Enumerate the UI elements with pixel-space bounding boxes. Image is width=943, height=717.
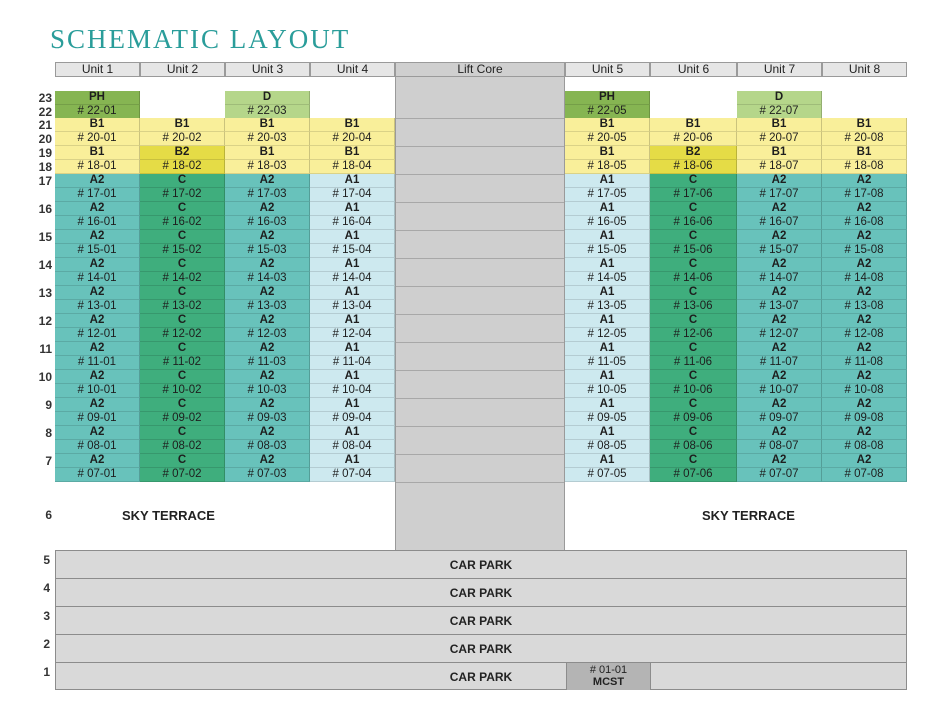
unit-number-cell[interactable]: # 10-05 xyxy=(565,384,650,398)
unit-number-cell[interactable]: # 11-07 xyxy=(737,356,822,370)
unit-type-cell: A1 xyxy=(310,398,395,412)
unit-type-cell: A2 xyxy=(225,454,310,468)
unit-number-cell[interactable]: # 09-01 xyxy=(55,412,140,426)
unit-number-cell[interactable]: # 10-04 xyxy=(310,384,395,398)
unit-type-cell: A1 xyxy=(565,174,650,188)
floor-label: 14 xyxy=(38,258,52,272)
unit-number-cell[interactable]: # 22-01 xyxy=(55,105,140,119)
unit-number-cell[interactable]: # 13-07 xyxy=(737,300,822,314)
unit-type-cell: PH xyxy=(565,91,650,105)
lift-core-divider xyxy=(396,370,564,371)
unit-type-cell: A2 xyxy=(822,174,907,188)
unit-number-cell[interactable]: # 07-03 xyxy=(225,468,310,482)
unit-number-cell[interactable]: # 07-01 xyxy=(55,468,140,482)
unit-type-cell: A1 xyxy=(310,426,395,440)
unit-number-cell[interactable]: # 15-01 xyxy=(55,244,140,258)
unit-number-cell[interactable]: # 17-02 xyxy=(140,188,225,202)
unit-type-cell: A2 xyxy=(737,174,822,188)
sky-terrace-right: SKY TERRACE xyxy=(702,508,795,523)
unit-type-cell: A1 xyxy=(310,202,395,216)
unit-type-cell: C xyxy=(650,454,737,468)
column-header-unit-4: Unit 4 xyxy=(310,62,395,77)
unit-number-cell[interactable]: # 09-08 xyxy=(822,412,907,426)
unit-type-cell: A2 xyxy=(737,286,822,300)
unit-number-cell[interactable]: # 09-07 xyxy=(737,412,822,426)
unit-type-cell: C xyxy=(650,174,737,188)
car-park-row xyxy=(56,635,906,663)
unit-type-cell: A2 xyxy=(225,202,310,216)
unit-number-cell[interactable]: # 07-02 xyxy=(140,468,225,482)
floor-label: 6 xyxy=(45,508,52,522)
lift-core-divider xyxy=(396,118,564,119)
lift-core-divider xyxy=(396,230,564,231)
unit-type-cell: C xyxy=(140,202,225,216)
unit-type-cell: A2 xyxy=(55,174,140,188)
unit-type-cell: A2 xyxy=(737,426,822,440)
column-header-unit-6: Unit 6 xyxy=(650,62,737,77)
unit-number-cell[interactable]: # 15-04 xyxy=(310,244,395,258)
unit-type-cell: A2 xyxy=(737,342,822,356)
unit-type-cell: C xyxy=(650,286,737,300)
unit-type-cell: A2 xyxy=(737,230,822,244)
unit-type-cell: B2 xyxy=(650,146,737,160)
unit-type-cell: B2 xyxy=(140,146,225,160)
floor-label: 5 xyxy=(43,553,50,567)
unit-number-cell[interactable]: # 15-07 xyxy=(737,244,822,258)
unit-number-cell[interactable]: # 08-04 xyxy=(310,440,395,454)
floor-label: 2 xyxy=(43,637,50,651)
unit-number-cell[interactable]: # 18-06 xyxy=(650,160,737,174)
unit-number-cell[interactable]: # 14-03 xyxy=(225,272,310,286)
floor-label: 21 xyxy=(38,118,52,132)
column-header-unit-7: Unit 7 xyxy=(737,62,822,77)
column-header-unit-3: Unit 3 xyxy=(225,62,310,77)
unit-type-cell: A2 xyxy=(225,370,310,384)
unit-number-cell[interactable]: # 07-04 xyxy=(310,468,395,482)
unit-number-cell[interactable]: # 16-06 xyxy=(650,216,737,230)
unit-type-cell: A1 xyxy=(310,258,395,272)
lift-core-divider xyxy=(396,482,564,483)
unit-type-cell: C xyxy=(140,258,225,272)
unit-type-cell: A2 xyxy=(225,230,310,244)
unit-type-cell: B1 xyxy=(822,146,907,160)
unit-type-cell: B1 xyxy=(225,146,310,160)
unit-type-cell: A2 xyxy=(55,202,140,216)
unit-type-cell: A1 xyxy=(565,202,650,216)
column-header-unit-5: Unit 5 xyxy=(565,62,650,77)
unit-number-cell[interactable]: # 13-05 xyxy=(565,300,650,314)
unit-type-cell: B1 xyxy=(822,118,907,132)
unit-number-cell[interactable]: # 11-02 xyxy=(140,356,225,370)
unit-number-cell[interactable]: # 11-08 xyxy=(822,356,907,370)
car-park-row xyxy=(56,579,906,607)
unit-number-cell[interactable]: # 17-01 xyxy=(55,188,140,202)
unit-number-cell[interactable]: # 15-03 xyxy=(225,244,310,258)
unit-number-cell[interactable]: # 18-01 xyxy=(55,160,140,174)
unit-type-cell: C xyxy=(650,342,737,356)
lift-core-divider xyxy=(396,342,564,343)
unit-number-cell[interactable]: # 20-03 xyxy=(225,132,310,146)
unit-type-cell: A2 xyxy=(822,426,907,440)
unit-type-cell: C xyxy=(140,370,225,384)
unit-number-cell[interactable]: # 13-02 xyxy=(140,300,225,314)
unit-type-cell: A2 xyxy=(225,398,310,412)
unit-number-cell[interactable]: # 07-08 xyxy=(822,468,907,482)
unit-type-cell: C xyxy=(650,230,737,244)
unit-number-cell[interactable]: # 14-07 xyxy=(737,272,822,286)
mcst-unit[interactable] xyxy=(566,663,651,690)
unit-number-cell[interactable]: # 12-01 xyxy=(55,328,140,342)
unit-type-cell: D xyxy=(225,91,310,105)
unit-number-cell[interactable]: # 13-04 xyxy=(310,300,395,314)
floor-label: 15 xyxy=(38,230,52,244)
unit-number-cell[interactable]: # 14-06 xyxy=(650,272,737,286)
car-park-label: CAR PARK xyxy=(449,586,513,600)
unit-type-cell: A2 xyxy=(822,202,907,216)
unit-number-cell[interactable]: # 15-05 xyxy=(565,244,650,258)
unit-number-cell[interactable]: # 15-08 xyxy=(822,244,907,258)
unit-number-cell[interactable]: # 07-05 xyxy=(565,468,650,482)
unit-type-cell: D xyxy=(737,91,822,105)
unit-type-cell: A2 xyxy=(822,370,907,384)
unit-type-cell: A1 xyxy=(310,230,395,244)
lift-core-divider xyxy=(396,286,564,287)
unit-number-cell[interactable]: # 20-06 xyxy=(650,132,737,146)
unit-number-cell[interactable]: # 18-04 xyxy=(310,160,395,174)
unit-type-cell: C xyxy=(140,230,225,244)
unit-number-cell[interactable]: # 16-08 xyxy=(822,216,907,230)
unit-number-cell[interactable]: # 17-06 xyxy=(650,188,737,202)
unit-number-cell[interactable]: # 22-03 xyxy=(225,105,310,119)
unit-number-cell[interactable]: # 14-01 xyxy=(55,272,140,286)
unit-type-cell: B1 xyxy=(310,146,395,160)
unit-number-cell[interactable]: # 11-03 xyxy=(225,356,310,370)
floor-label: 8 xyxy=(45,426,52,440)
unit-type-cell: A2 xyxy=(822,314,907,328)
unit-number-cell[interactable]: # 11-06 xyxy=(650,356,737,370)
unit-number-cell[interactable]: # 10-01 xyxy=(55,384,140,398)
unit-number-cell[interactable]: # 07-07 xyxy=(737,468,822,482)
unit-number-cell[interactable]: # 18-08 xyxy=(822,160,907,174)
floor-label: 16 xyxy=(38,202,52,216)
unit-type-cell: A1 xyxy=(565,314,650,328)
lift-core-divider xyxy=(396,202,564,203)
unit-number-cell[interactable]: # 15-06 xyxy=(650,244,737,258)
page-title: SCHEMATIC LAYOUT xyxy=(50,24,351,54)
unit-type-cell: A1 xyxy=(310,342,395,356)
unit-type-cell: A2 xyxy=(822,230,907,244)
unit-type-cell: C xyxy=(140,454,225,468)
unit-type-cell: A2 xyxy=(225,258,310,272)
lift-core-divider xyxy=(396,146,564,147)
unit-type-cell: A2 xyxy=(55,286,140,300)
unit-number-cell[interactable]: # 11-04 xyxy=(310,356,395,370)
unit-type-cell: B1 xyxy=(225,118,310,132)
column-header-unit-8: Unit 8 xyxy=(822,62,907,77)
floor-label: 20 xyxy=(38,132,52,146)
car-park-label: CAR PARK xyxy=(449,558,513,572)
floor-label: 7 xyxy=(45,454,52,468)
unit-number-cell[interactable]: # 08-02 xyxy=(140,440,225,454)
unit-type-cell: C xyxy=(140,286,225,300)
floor-label: 11 xyxy=(39,342,52,356)
unit-type-cell: A1 xyxy=(565,370,650,384)
unit-type-cell: A2 xyxy=(822,342,907,356)
unit-number-cell[interactable]: # 12-07 xyxy=(737,328,822,342)
unit-number-cell[interactable]: # 16-05 xyxy=(565,216,650,230)
unit-type-cell: C xyxy=(140,426,225,440)
unit-number-cell[interactable]: # 17-03 xyxy=(225,188,310,202)
unit-number-cell[interactable]: # 10-03 xyxy=(225,384,310,398)
unit-type-cell: A2 xyxy=(55,258,140,272)
unit-type-cell: C xyxy=(650,426,737,440)
unit-type-cell: B1 xyxy=(737,118,822,132)
unit-number-cell[interactable]: # 20-08 xyxy=(822,132,907,146)
unit-number-cell[interactable]: # 16-01 xyxy=(55,216,140,230)
car-park-label: CAR PARK xyxy=(449,670,513,684)
unit-number-cell[interactable]: # 14-05 xyxy=(565,272,650,286)
mcst-number: # 01-01 xyxy=(589,664,628,676)
unit-number-cell[interactable]: # 08-01 xyxy=(55,440,140,454)
sky-terrace-left: SKY TERRACE xyxy=(122,508,215,523)
unit-number-cell[interactable]: # 18-07 xyxy=(737,160,822,174)
unit-type-cell: A1 xyxy=(565,342,650,356)
floor-label: 17 xyxy=(38,174,52,188)
unit-number-cell[interactable]: # 12-06 xyxy=(650,328,737,342)
unit-number-cell[interactable]: # 14-08 xyxy=(822,272,907,286)
unit-number-cell[interactable]: # 14-04 xyxy=(310,272,395,286)
unit-number-cell[interactable]: # 16-03 xyxy=(225,216,310,230)
lift-core-divider xyxy=(396,258,564,259)
unit-type-cell: B1 xyxy=(565,118,650,132)
unit-number-cell[interactable]: # 09-04 xyxy=(310,412,395,426)
unit-type-cell: A1 xyxy=(310,314,395,328)
unit-type-cell: B1 xyxy=(650,118,737,132)
unit-number-cell[interactable]: # 13-01 xyxy=(55,300,140,314)
lift-core-divider xyxy=(396,426,564,427)
unit-type-cell: A2 xyxy=(55,314,140,328)
column-header-lift-core: Lift Core xyxy=(395,62,565,77)
floor-label: 10 xyxy=(38,370,52,384)
lift-core-divider xyxy=(396,398,564,399)
floor-label: 22 xyxy=(38,105,52,119)
car-park-row xyxy=(56,607,906,635)
unit-number-cell[interactable]: # 15-02 xyxy=(140,244,225,258)
unit-number-cell[interactable]: # 22-07 xyxy=(737,105,822,119)
unit-type-cell: A2 xyxy=(822,258,907,272)
unit-type-cell: A2 xyxy=(225,426,310,440)
floor-label: 1 xyxy=(43,665,50,679)
unit-type-cell: C xyxy=(140,314,225,328)
unit-type-cell: C xyxy=(650,314,737,328)
unit-type-cell: C xyxy=(650,202,737,216)
unit-type-cell: A2 xyxy=(822,398,907,412)
car-park-row xyxy=(56,551,906,579)
unit-type-cell: A2 xyxy=(737,258,822,272)
unit-type-cell: B1 xyxy=(565,146,650,160)
unit-type-cell: A1 xyxy=(565,258,650,272)
unit-number-cell[interactable]: # 13-03 xyxy=(225,300,310,314)
column-header-unit-2: Unit 2 xyxy=(140,62,225,77)
unit-number-cell[interactable]: # 12-03 xyxy=(225,328,310,342)
unit-type-cell: A2 xyxy=(225,286,310,300)
unit-number-cell[interactable]: # 17-05 xyxy=(565,188,650,202)
unit-number-cell[interactable]: # 10-02 xyxy=(140,384,225,398)
unit-type-cell: A2 xyxy=(225,174,310,188)
unit-type-cell: A1 xyxy=(565,398,650,412)
unit-type-cell: A2 xyxy=(737,398,822,412)
unit-type-cell: A1 xyxy=(310,286,395,300)
unit-number-cell[interactable]: # 10-06 xyxy=(650,384,737,398)
unit-type-cell: A2 xyxy=(55,370,140,384)
unit-number-cell[interactable]: # 16-07 xyxy=(737,216,822,230)
unit-number-cell[interactable]: # 07-06 xyxy=(650,468,737,482)
unit-number-cell[interactable]: # 20-07 xyxy=(737,132,822,146)
car-park-row xyxy=(56,663,906,691)
unit-number-cell[interactable]: # 09-03 xyxy=(225,412,310,426)
unit-number-cell[interactable]: # 12-08 xyxy=(822,328,907,342)
unit-number-cell[interactable]: # 09-05 xyxy=(565,412,650,426)
floor-label: 3 xyxy=(43,609,50,623)
unit-type-cell: A2 xyxy=(55,398,140,412)
unit-number-cell[interactable]: # 17-07 xyxy=(737,188,822,202)
unit-type-cell: A2 xyxy=(737,370,822,384)
unit-number-cell[interactable]: # 16-02 xyxy=(140,216,225,230)
floor-label: 9 xyxy=(45,398,52,412)
lift-core-divider xyxy=(396,454,564,455)
unit-number-cell[interactable]: # 20-02 xyxy=(140,132,225,146)
unit-type-cell: B1 xyxy=(310,118,395,132)
unit-number-cell[interactable]: # 14-02 xyxy=(140,272,225,286)
unit-type-cell: A2 xyxy=(225,314,310,328)
unit-number-cell[interactable]: # 08-06 xyxy=(650,440,737,454)
floor-label: 19 xyxy=(38,146,52,160)
unit-number-cell[interactable]: # 13-08 xyxy=(822,300,907,314)
unit-type-cell: C xyxy=(650,258,737,272)
unit-number-cell[interactable]: # 16-04 xyxy=(310,216,395,230)
unit-number-cell[interactable]: # 17-08 xyxy=(822,188,907,202)
unit-type-cell: B1 xyxy=(55,118,140,132)
unit-number-cell[interactable]: # 20-01 xyxy=(55,132,140,146)
lift-core-divider xyxy=(396,174,564,175)
unit-type-cell: A2 xyxy=(55,342,140,356)
unit-type-cell: A2 xyxy=(55,454,140,468)
floor-label: 12 xyxy=(38,314,52,328)
unit-number-cell[interactable]: # 11-01 xyxy=(55,356,140,370)
unit-number-cell[interactable]: # 09-02 xyxy=(140,412,225,426)
unit-number-cell[interactable]: # 12-02 xyxy=(140,328,225,342)
unit-type-cell: C xyxy=(650,370,737,384)
unit-number-cell[interactable]: # 08-05 xyxy=(565,440,650,454)
unit-type-cell: A2 xyxy=(822,286,907,300)
unit-type-cell: A1 xyxy=(310,174,395,188)
unit-type-cell: B1 xyxy=(55,146,140,160)
unit-type-cell: A1 xyxy=(310,370,395,384)
unit-type-cell: C xyxy=(140,342,225,356)
column-header-unit-1: Unit 1 xyxy=(55,62,140,77)
unit-type-cell: A1 xyxy=(565,426,650,440)
unit-number-cell[interactable]: # 20-05 xyxy=(565,132,650,146)
unit-type-cell: A1 xyxy=(565,286,650,300)
unit-type-cell: C xyxy=(140,174,225,188)
unit-number-cell[interactable]: # 10-07 xyxy=(737,384,822,398)
unit-type-cell: A2 xyxy=(225,342,310,356)
unit-number-cell[interactable]: # 12-04 xyxy=(310,328,395,342)
unit-number-cell[interactable]: # 22-05 xyxy=(565,105,650,119)
floor-label: 13 xyxy=(38,286,52,300)
unit-type-cell: A2 xyxy=(737,314,822,328)
unit-type-cell: C xyxy=(140,398,225,412)
unit-number-cell[interactable]: # 18-03 xyxy=(225,160,310,174)
car-park-label: CAR PARK xyxy=(449,614,513,628)
unit-number-cell[interactable]: # 18-05 xyxy=(565,160,650,174)
unit-number-cell[interactable]: # 11-05 xyxy=(565,356,650,370)
car-park-label: CAR PARK xyxy=(449,642,513,656)
floor-label: 23 xyxy=(38,91,52,105)
unit-type-cell: A1 xyxy=(310,454,395,468)
unit-number-cell[interactable]: # 20-04 xyxy=(310,132,395,146)
unit-number-cell[interactable]: # 08-08 xyxy=(822,440,907,454)
unit-type-cell: A2 xyxy=(737,202,822,216)
floor-label: 18 xyxy=(38,160,52,174)
unit-type-cell: C xyxy=(650,398,737,412)
unit-number-cell[interactable]: # 18-02 xyxy=(140,160,225,174)
unit-number-cell[interactable]: # 17-04 xyxy=(310,188,395,202)
unit-type-cell: A2 xyxy=(55,426,140,440)
floor-label: 4 xyxy=(43,581,50,595)
unit-number-cell[interactable]: # 10-08 xyxy=(822,384,907,398)
unit-number-cell[interactable]: # 09-06 xyxy=(650,412,737,426)
unit-type-cell: B1 xyxy=(140,118,225,132)
unit-number-cell[interactable]: # 13-06 xyxy=(650,300,737,314)
unit-type-cell: A1 xyxy=(565,230,650,244)
mcst-label: MCST xyxy=(592,676,625,688)
unit-type-cell: A2 xyxy=(55,230,140,244)
unit-type-cell: PH xyxy=(55,91,140,105)
unit-type-cell: A2 xyxy=(822,454,907,468)
unit-number-cell[interactable]: # 08-03 xyxy=(225,440,310,454)
unit-type-cell: A1 xyxy=(565,454,650,468)
lift-core-divider xyxy=(396,314,564,315)
lift-core xyxy=(395,77,565,550)
unit-number-cell[interactable]: # 08-07 xyxy=(737,440,822,454)
unit-type-cell: B1 xyxy=(737,146,822,160)
unit-number-cell[interactable]: # 12-05 xyxy=(565,328,650,342)
unit-type-cell: A2 xyxy=(737,454,822,468)
car-park xyxy=(55,550,907,690)
